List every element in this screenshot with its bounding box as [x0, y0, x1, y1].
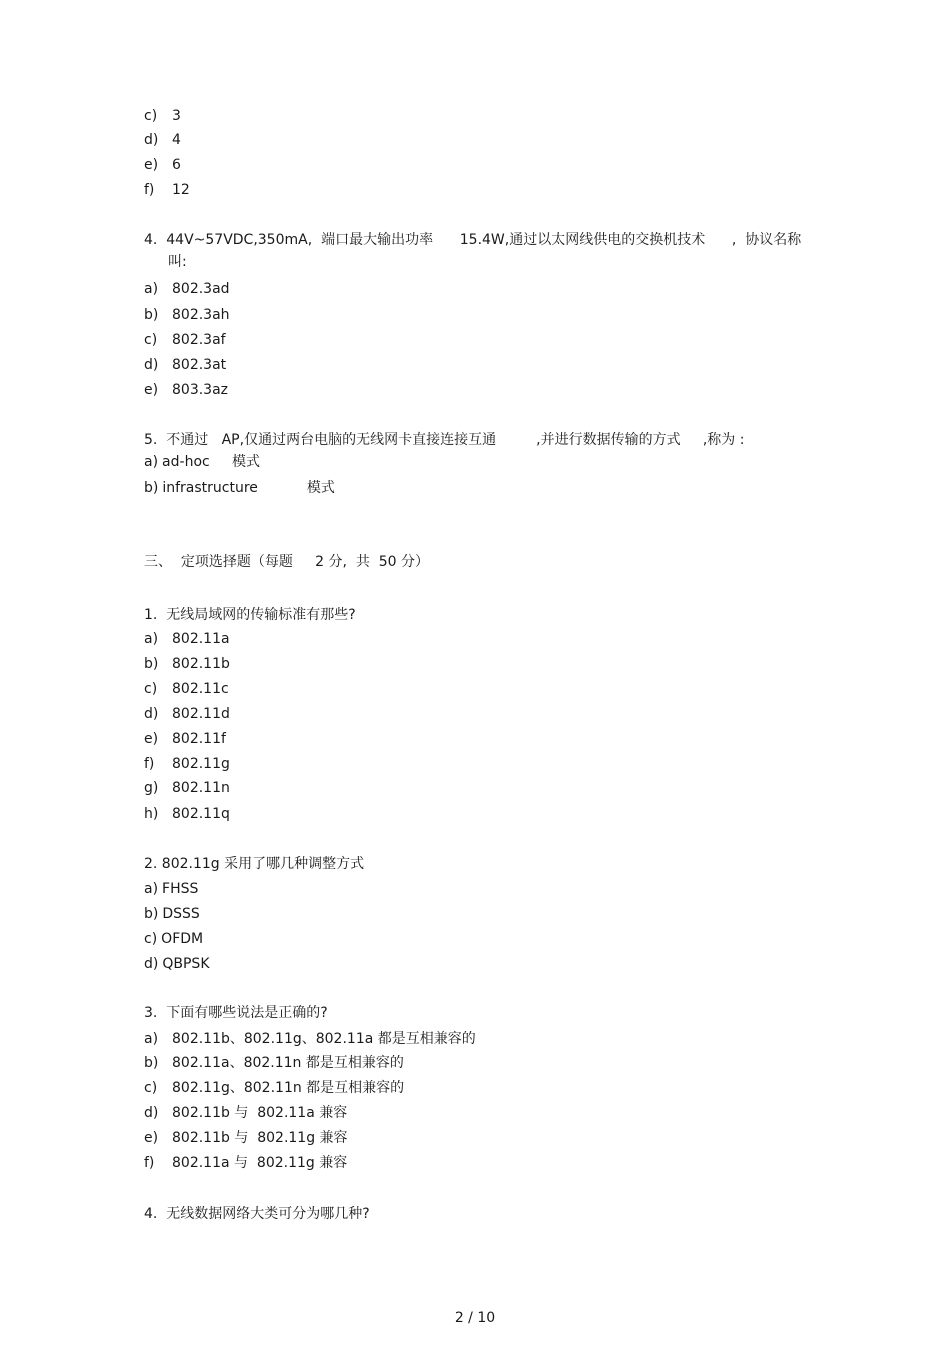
option-c: c) 3 — [144, 108, 181, 124]
s3q1-option-f: f) 802.11g — [144, 756, 230, 772]
s3-question-1-text: 1. 无线局域网的传输标准有那些? — [144, 607, 356, 623]
s3q1-option-b: b) 802.11b — [144, 656, 230, 672]
option-f: f) 12 — [144, 182, 190, 198]
s3q1-option-g: g) 802.11n — [144, 780, 230, 796]
q5-option-a: a) ad-hoc 模式 — [144, 454, 260, 470]
s3q2-option-a: a) FHSS — [144, 881, 199, 897]
s3q1-option-a: a) 802.11a — [144, 631, 230, 647]
s3-question-3-text: 3. 下面有哪些说法是正确的? — [144, 1005, 328, 1021]
option-d: d) 4 — [144, 132, 181, 148]
s3q2-option-d: d) QBPSK — [144, 956, 210, 972]
q4-option-c: c) 802.3af — [144, 332, 226, 348]
q4-option-a: a) 802.3ad — [144, 281, 230, 297]
option-e: e) 6 — [144, 157, 181, 173]
s3q3-option-a: a) 802.11b、802.11g、802.11a 都是互相兼容的 — [144, 1031, 476, 1047]
q4-option-b: b) 802.3ah — [144, 307, 230, 323]
s3q3-option-d: d) 802.11b 与 802.11a 兼容 — [144, 1105, 348, 1121]
question-5-text: 5. 不通过 AP,仅通过两台电脑的无线网卡直接连接互通 ,并进行数据传输的方式 ,称为 : — [144, 432, 745, 448]
s3q1-option-h: h) 802.11q — [144, 806, 230, 822]
q4-option-e: e) 803.3az — [144, 382, 229, 398]
s3q1-option-d: d) 802.11d — [144, 706, 230, 722]
s3q1-option-e: e) 802.11f — [144, 731, 226, 747]
s3q2-option-b: b) DSSS — [144, 906, 200, 922]
s3-question-4-text: 4. 无线数据网络大类可分为哪几种? — [144, 1206, 370, 1222]
question-4-text: 4. 44V~57VDC,350mA, 端口最大输出功率 15.4W,通过以太网线供电的交换机技术 , 协议名称 — [144, 232, 802, 248]
s3q2-option-c: c) OFDM — [144, 931, 204, 947]
page-number: 2 / 10 — [454, 1310, 496, 1326]
q5-option-b: b) infrastructure 模式 — [144, 480, 335, 496]
s3q3-option-c: c) 802.11g、802.11n 都是互相兼容的 — [144, 1080, 405, 1096]
section-3-heading: 三、 定项选择题（每题 2 分, 共 50 分） — [144, 554, 430, 570]
question-4-text-cont: 叫: — [168, 254, 187, 270]
s3-question-2-text: 2. 802.11g 采用了哪几种调整方式 — [144, 856, 365, 872]
s3q1-option-c: c) 802.11c — [144, 681, 229, 697]
q4-option-d: d) 802.3at — [144, 357, 227, 373]
s3q3-option-e: e) 802.11b 与 802.11g 兼容 — [144, 1130, 348, 1146]
s3q3-option-b: b) 802.11a、802.11n 都是互相兼容的 — [144, 1055, 404, 1071]
s3q3-option-f: f) 802.11a 与 802.11g 兼容 — [144, 1155, 348, 1171]
